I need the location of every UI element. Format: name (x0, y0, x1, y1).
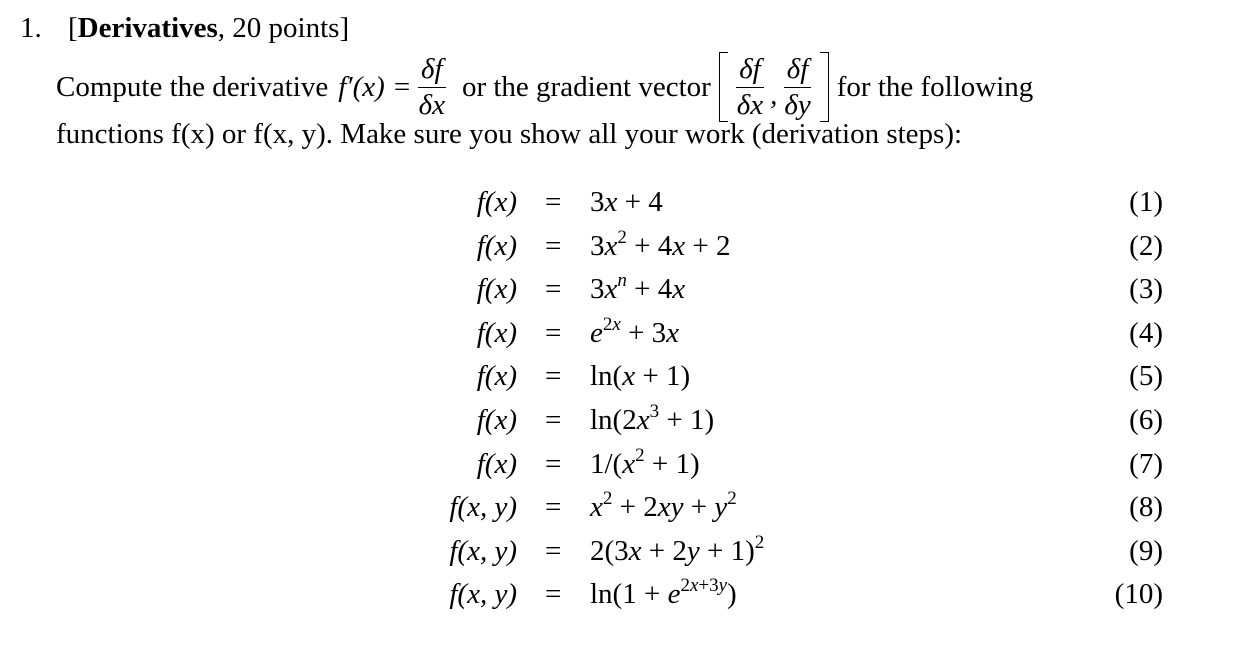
equation-equals-sign: = (545, 491, 562, 524)
equation-row (0, 444, 1255, 488)
equation-rhs: $3x^n + 4x$ (590, 270, 686, 306)
equation-number: (7) (1129, 447, 1163, 480)
equation-number: (8) (1129, 491, 1163, 524)
derivative-fraction-numerator: δf (418, 54, 446, 87)
equation-row (0, 226, 1255, 270)
equation-equals-sign: = (545, 534, 562, 567)
equation-equals-sign: = (545, 186, 562, 218)
gradient-bracket-left (719, 52, 728, 122)
equation-equals-sign: = (545, 273, 562, 306)
intro-line-2: functions f(x) or f(x, y). Make sure you show all your work (derivation steps): (56, 118, 963, 150)
problem-title: Derivatives (77, 12, 218, 44)
equation-rhs: $1/(x^2 + 1)$ (590, 444, 700, 480)
equation-number: (5) (1129, 360, 1163, 393)
gradient-fraction-x (734, 54, 766, 120)
equation-lhs: f(x) (476, 316, 517, 349)
gradient-separator: , (770, 78, 778, 111)
intro-text-2: or the gradient vector (461, 70, 711, 103)
equation-row (0, 182, 1255, 226)
equation-equals-sign: = (545, 404, 562, 436)
title-bracket-close: ] (339, 12, 350, 44)
equation-rhs: $x^2 + 2xy + y^2$ (590, 488, 737, 524)
equation-number: (3) (1129, 273, 1163, 306)
equation-equals-sign: = (545, 229, 562, 262)
gradient-fraction-y (781, 54, 813, 120)
equation-number: (1) (1129, 186, 1163, 218)
title-bracket-open: [ (68, 12, 78, 44)
equation-number: (9) (1129, 534, 1163, 567)
equation-rhs: $\ln(1 + e^{2x+3y})$ (590, 575, 737, 611)
equation-equals-sign: = (545, 578, 562, 611)
problem-header (20, 12, 349, 45)
equation-rhs: ln(x + 1) (590, 360, 691, 393)
intro-text-1: Compute the derivative (56, 70, 329, 103)
derivative-notation: f′(x) = (338, 70, 412, 103)
equation-row (0, 356, 1255, 400)
equation-lhs: f(x, y) (449, 491, 517, 524)
equation-rhs: $3x^2 + 4x + 2$ (590, 226, 731, 262)
derivative-fraction-denominator: δx (418, 88, 445, 121)
intro-text-3: for the following (836, 70, 1034, 103)
gradient-y-numerator: δf (784, 54, 812, 87)
equation-lhs: f(x) (476, 273, 517, 306)
intro-line-1 (56, 48, 1033, 126)
equation-lhs: f(x) (476, 360, 517, 393)
equation-equals-sign: = (545, 316, 562, 349)
gradient-x-denominator: δx (736, 88, 764, 121)
equation-lhs: f(x) (476, 447, 517, 480)
equation-number: (6) (1129, 404, 1163, 436)
equation-rhs: $2(3x + 2y + 1)^2$ (590, 531, 765, 567)
problem-number: 1. (20, 12, 42, 44)
equation-number: (10) (1114, 578, 1163, 611)
equation-equals-sign: = (545, 360, 562, 393)
equation-lhs: f(x) (476, 229, 517, 262)
equation-rhs: $e^{2x} + 3x$ (590, 313, 680, 349)
equation-row (0, 487, 1255, 531)
equation-lhs: f(x) (476, 404, 517, 436)
equation-row (0, 269, 1255, 313)
gradient-bracket-right (820, 52, 829, 122)
equation-number: (4) (1129, 316, 1163, 349)
gradient-y-denominator: δy (784, 88, 811, 121)
derivative-fraction (416, 54, 448, 120)
equation-rhs: 3x + 4 (590, 186, 663, 218)
gradient-x-numerator: δf (736, 54, 764, 87)
equation-number: (2) (1129, 229, 1163, 262)
equation-lhs: f(x) (476, 186, 517, 218)
equation-row (0, 400, 1255, 444)
equation-row (0, 574, 1255, 618)
equation-row (0, 531, 1255, 575)
equation-row (0, 313, 1255, 357)
problem-points: , 20 points (217, 12, 340, 44)
equation-lhs: f(x, y) (449, 534, 517, 567)
equation-lhs: f(x, y) (449, 578, 517, 611)
equation-equals-sign: = (545, 447, 562, 480)
gradient-vector (719, 52, 829, 122)
equation-rhs: $\ln(2x^3 + 1)$ (590, 401, 715, 436)
